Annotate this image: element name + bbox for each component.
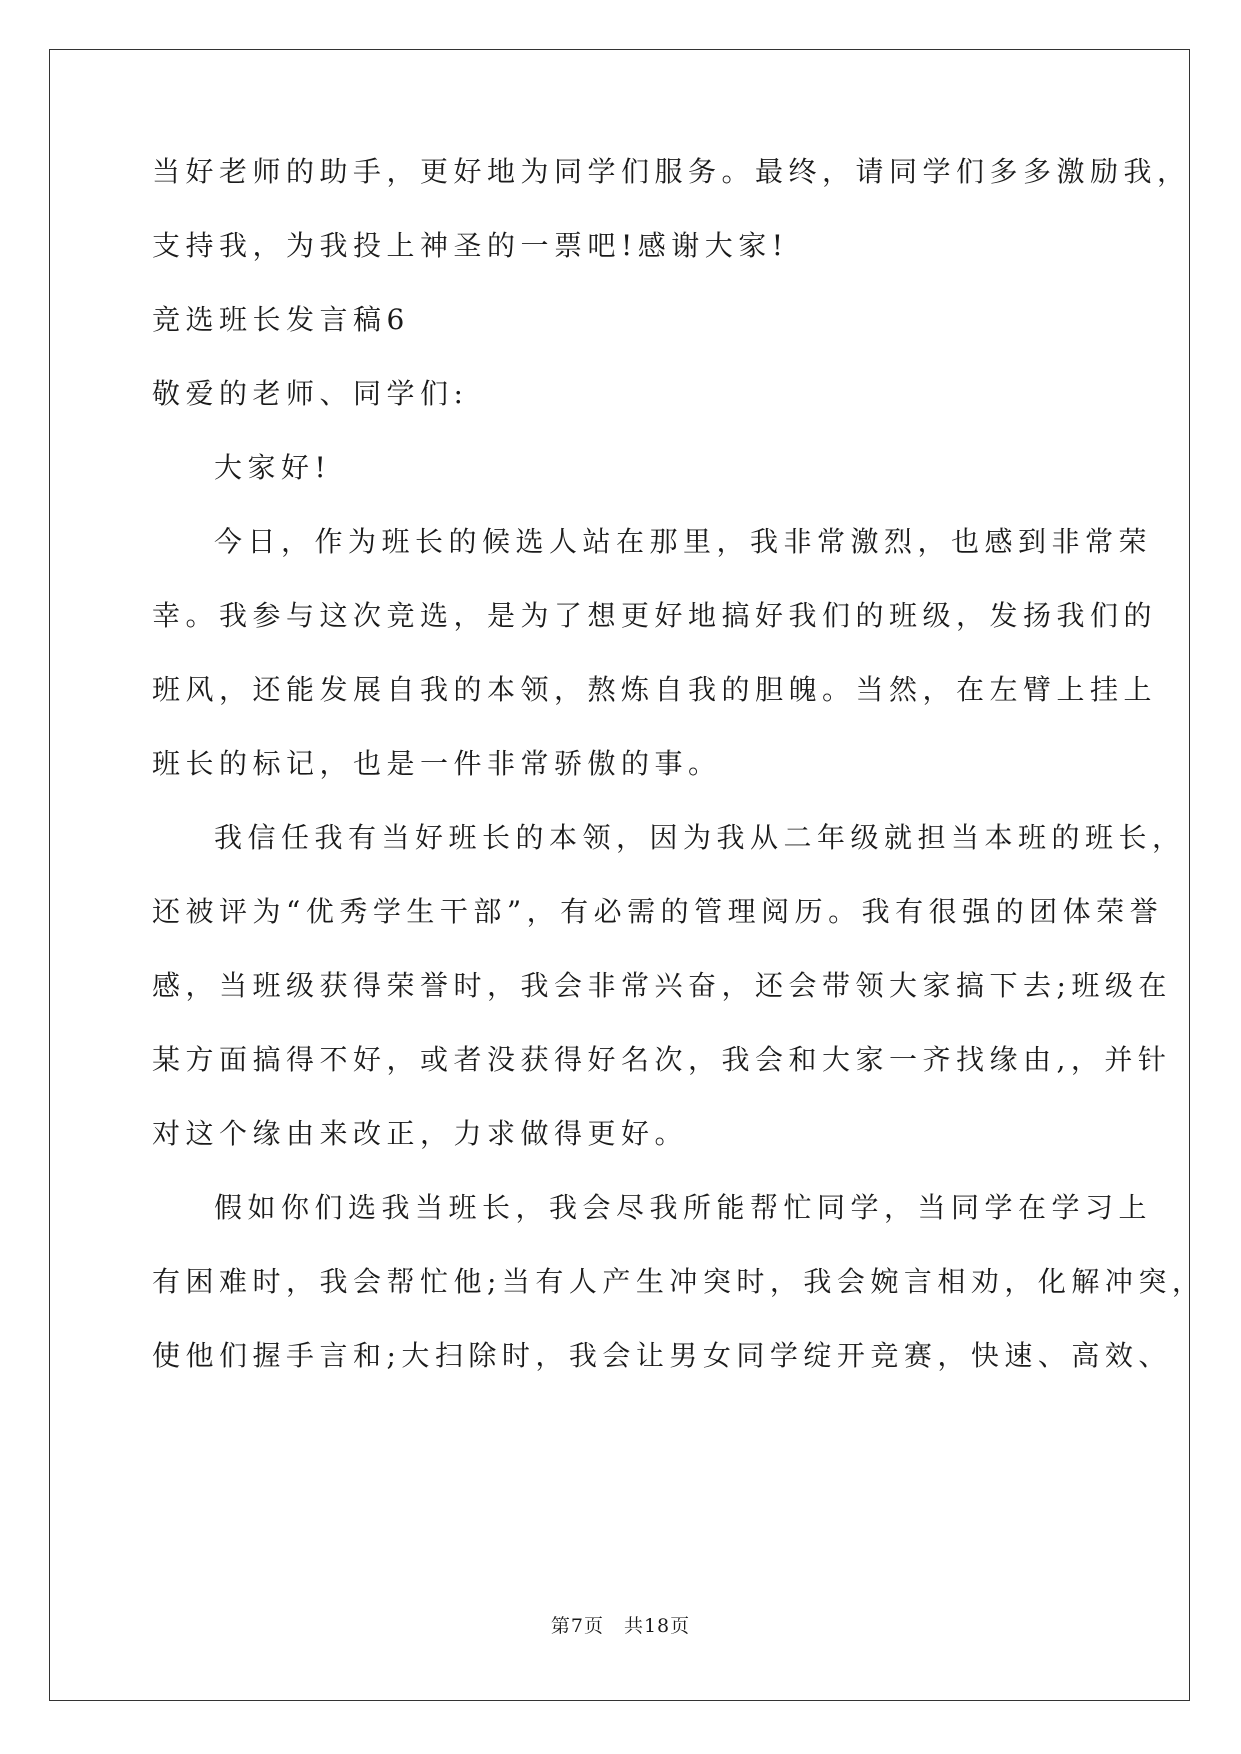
page-border (49, 49, 1190, 1701)
greeting: 大家好! (214, 451, 332, 484)
text-line: 班风，还能发展自我的本领，熬炼自我的胆魄。当然，在左臂上挂上 (152, 673, 1158, 706)
text-line: 幸。我参与这次竞选，是为了想更好地搞好我们的班级，发扬我们的 (152, 599, 1158, 632)
text-line: 使他们握手言和;大扫除时，我会让男女同学绽开竞赛，快速、高效、 (152, 1339, 1172, 1372)
text-line: 今日，作为班长的候选人站在那里，我非常激烈，也感到非常荣 (214, 525, 1153, 558)
text-line: 我信任我有当好班长的本领，因为我从二年级就担当本班的班长， (214, 821, 1186, 854)
text-line: 支持我，为我投上神圣的一票吧!感谢大家! (152, 229, 789, 262)
text-line: 班长的标记，也是一件非常骄傲的事。 (152, 747, 722, 780)
page-number-footer: 第7页 共18页 (550, 1615, 691, 1637)
text-line: 对这个缘由来改正，力求做得更好。 (152, 1117, 689, 1150)
text-line: 有困难时，我会帮忙他;当有人产生冲突时，我会婉言相劝，化解冲突， (152, 1265, 1206, 1298)
section-heading: 竞选班长发言稿6 (152, 303, 410, 336)
salutation: 敬爱的老师、同学们: (152, 377, 469, 410)
text-line: 当好老师的助手，更好地为同学们服务。最终，请同学们多多激励我， (152, 155, 1191, 188)
text-line: 假如你们选我当班长，我会尽我所能帮忙同学，当同学在学习上 (214, 1191, 1153, 1224)
text-line: 某方面搞得不好，或者没获得好名次，我会和大家一齐找缘由,，并针 (152, 1043, 1172, 1076)
text-line: 还被评为“优秀学生干部”，有必需的管理阅历。我有很强的团体荣誉 (152, 895, 1164, 928)
text-line: 感，当班级获得荣誉时，我会非常兴奋，还会带领大家搞下去;班级在 (152, 969, 1172, 1002)
